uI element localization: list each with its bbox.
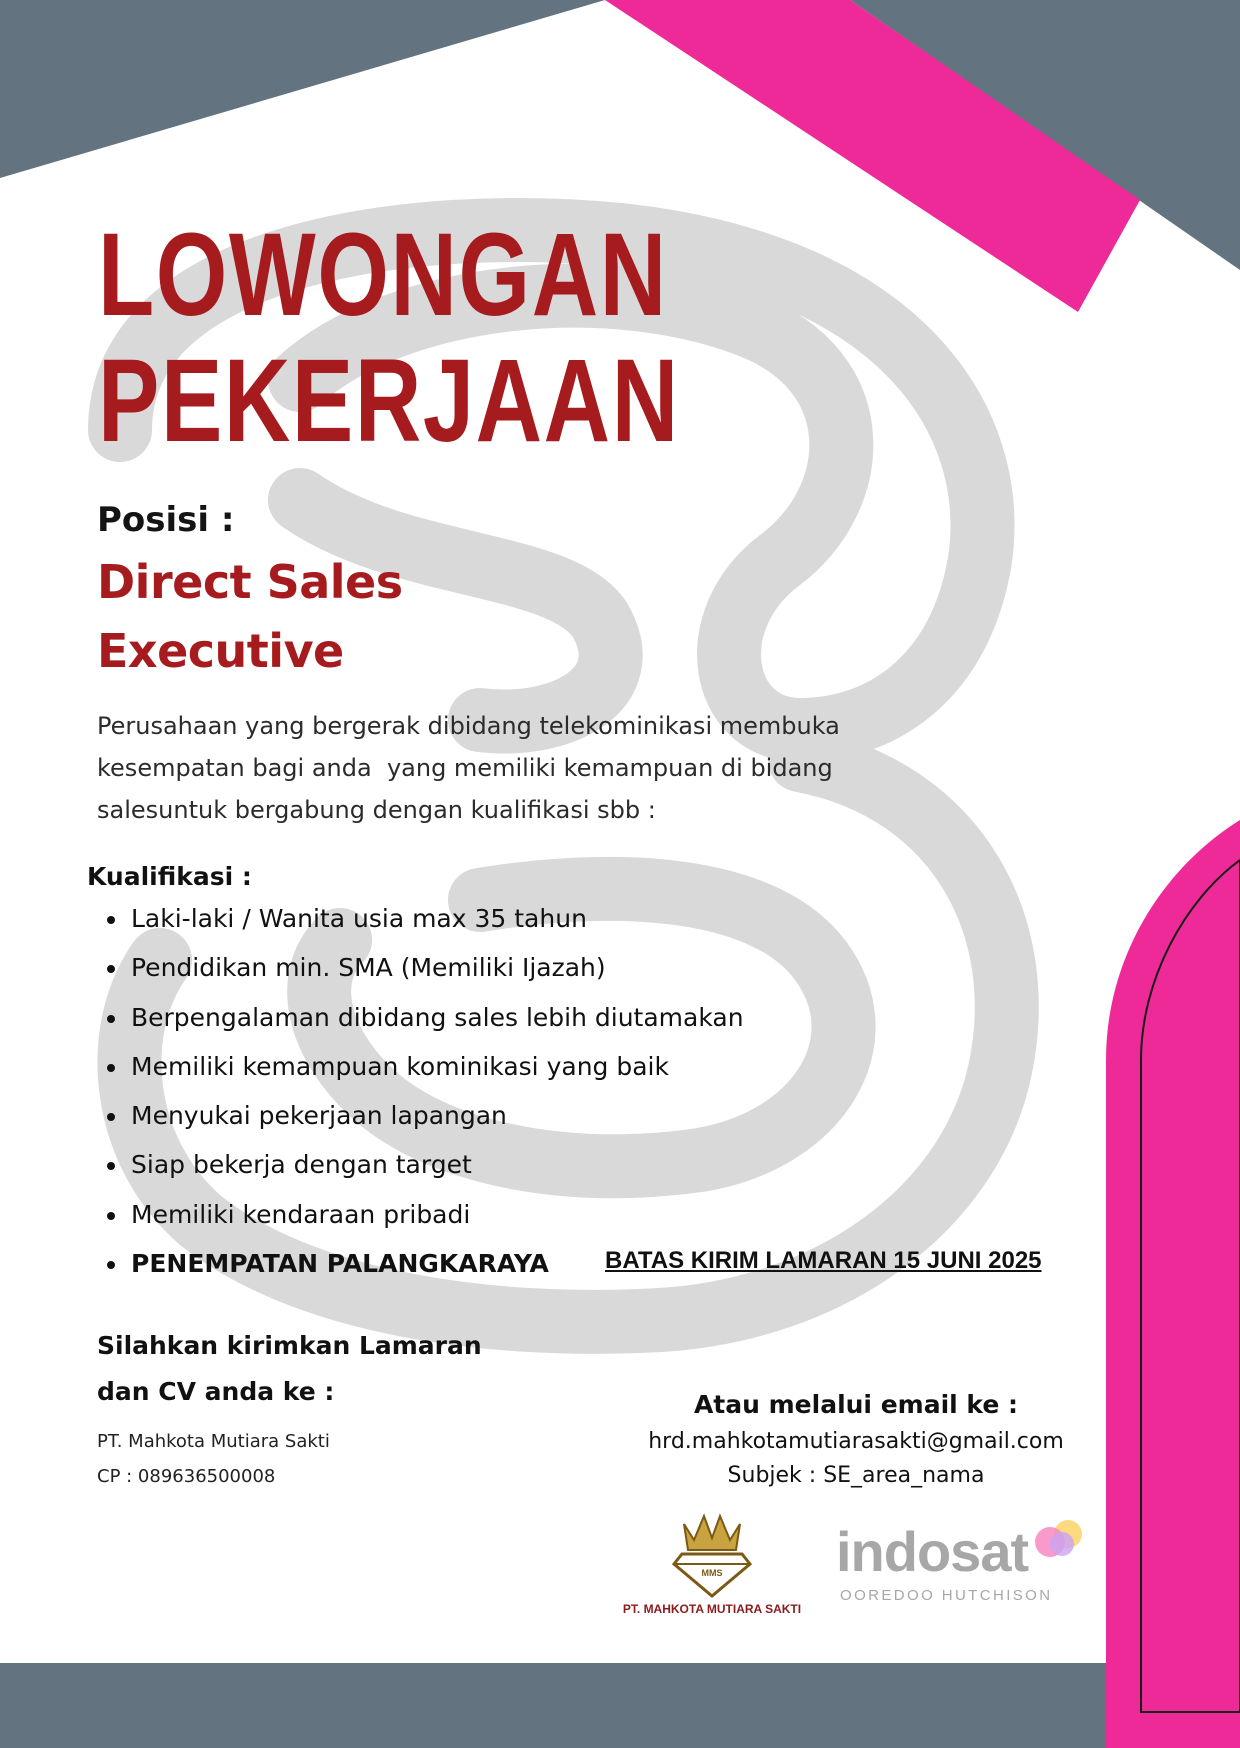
qualifications-label: Kualifikasi : [87,862,252,891]
top-left-slate-shape [0,0,605,178]
send-line-2: dan CV anda ke : [97,1377,335,1406]
intro-paragraph [97,705,897,831]
qualification-item: Laki-laki / Wanita usia max 35 tahun [102,894,744,943]
contact-phone: CP : 089636500008 [97,1466,276,1487]
qualification-item: Pendidikan min. SMA (Memiliki Ijazah) [102,943,744,992]
email-heading: Atau melalui email ke : [693,1390,1019,1419]
email-subject: Subjek : SE_area_nama [727,1463,985,1488]
position-label: Posisi : [97,500,235,540]
intro-line: salesuntuk bergabung dengan kualifikasi sbb : [97,796,656,824]
position-title-line-1: Direct Sales [97,555,403,609]
send-application-heading [97,1323,482,1415]
position-title-line-2: Executive [97,624,344,678]
application-deadline: BATAS KIRIM LAMARAN 15 JUNI 2025 [605,1247,1042,1274]
qualification-item-placement: PENEMPATAN PALANGKARAYA [102,1239,744,1288]
qualification-item: Berpengalaman dibidang sales lebih diutamakan [102,993,744,1042]
company-name: PT. Mahkota Mutiara Sakti [97,1431,330,1452]
title-line-2: PEKERJAAN [98,335,680,467]
email-address[interactable]: hrd.mahkotamutiarasakti@gmail.com [648,1429,1064,1454]
qualification-item: Memiliki kendaraan pribadi [102,1190,744,1239]
send-line-1: Silahkan kirimkan Lamaran [97,1331,482,1360]
right-pink-arch [1106,820,1240,1748]
qualification-item: Menyukai pekerjaan lapangan [102,1091,744,1140]
crown-diamond-icon [612,1510,812,1600]
email-block [616,1385,1096,1493]
intro-line: kesempatan bagi anda yang memiliki kemampuan di bidang [97,754,833,782]
mms-logo [612,1510,812,1620]
title-line-1: LOWONGAN [98,209,668,341]
intro-line: Perusahaan yang bergerak dibidang telekominikasi membuka [97,712,840,740]
mms-mark-text: MMS [701,1568,723,1578]
qualifications-list [102,894,744,1288]
qualification-item: Siap bekerja dengan target [102,1140,744,1189]
bottom-slate-band [0,1663,1240,1748]
indosat-logo [836,1520,1086,1615]
indosat-wordmark: indosat [836,1520,1029,1583]
qualification-item: Memiliki kemampuan kominikasi yang baik [102,1042,744,1091]
mms-logo-caption: PT. MAHKOTA MUTIARA SAKTI [622,1602,802,1616]
indosat-bubbles-icon [1032,1514,1088,1566]
contact-details [97,1424,330,1494]
indosat-subtitle: OOREDOO HUTCHISON [840,1587,1053,1604]
